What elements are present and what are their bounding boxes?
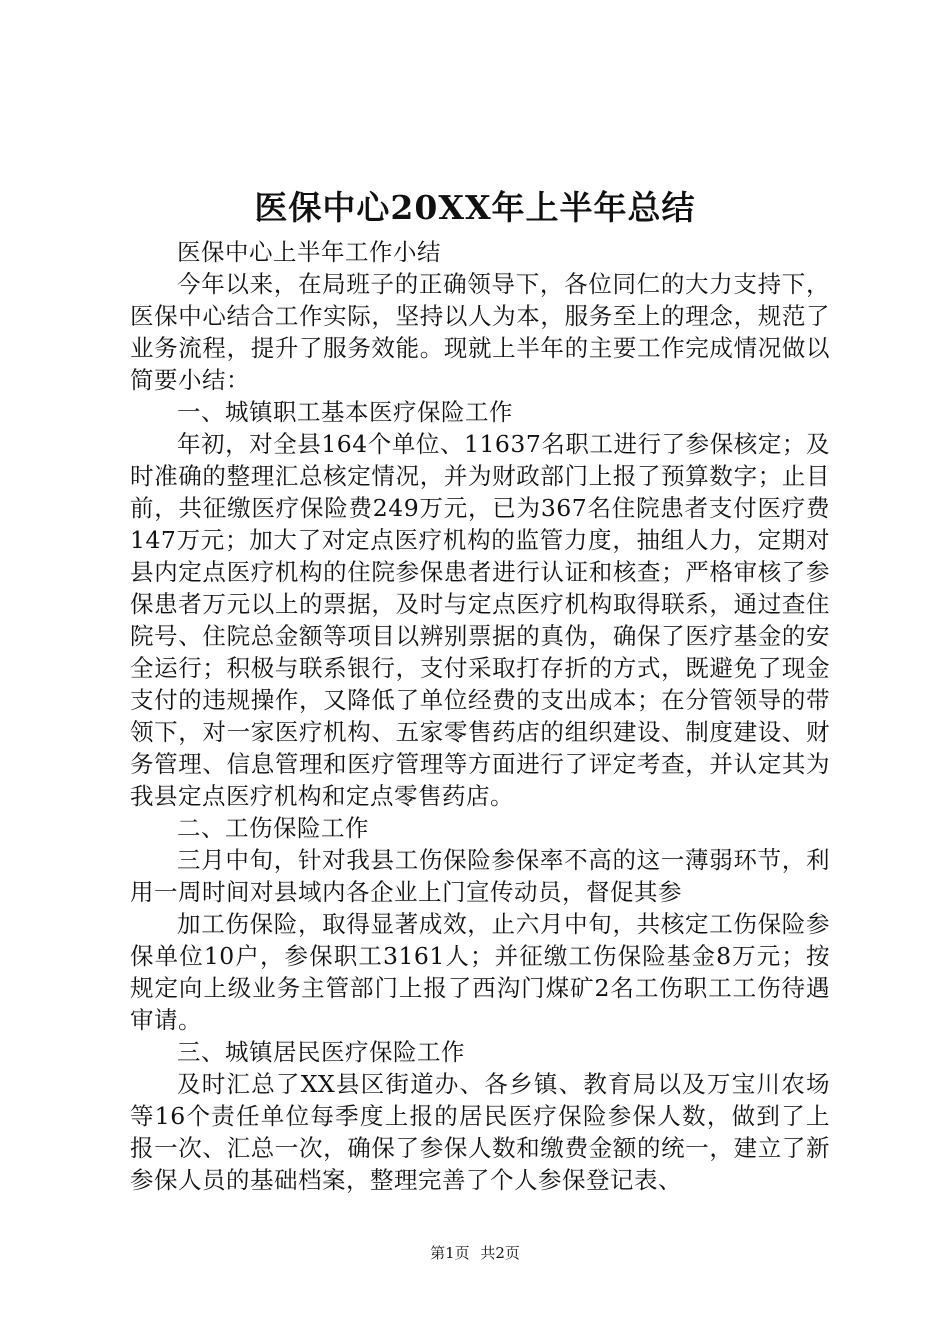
section-heading-3: 三、城镇居民医疗保险工作 xyxy=(177,1038,465,1066)
page-footer xyxy=(0,1243,950,1263)
section-paragraph-2a: 三月中旬，针对我县工伤保险参保率不高的这一薄弱环节，利用一周时间对县域内各企业上门宣传动员，督促其参 xyxy=(130,846,830,906)
intro-paragraph: 今年以来，在局班子的正确领导下，各位同仁的大力支持下，医保中心结合工作实际，坚持以人为本，服务至上的理念，规范了业务流程，提升了服务效能。现就上半年的主要工作完成情况做以简要小结： xyxy=(130,270,830,394)
section-heading-1: 一、城镇职工基本医疗保险工作 xyxy=(177,398,513,426)
page-number: 第1页 xyxy=(430,1244,470,1262)
section-paragraph-1: 年初，对全县164个单位、11637名职工进行了参保核定；及时准确的整理汇总核定情况，并为财政部门上报了预算数字；止目前，共征缴医疗保险费249万元，已为367名住院患者支付医疗费147万元；加大了对定点医疗机构的监管力度，抽组人力，定期对县内定点医疗机构的住院参保患者进行认证和核查；严格审核了参保患者万元以上的票据，及时与定点医疗机构取得联系，通过查住院号、住院总金额等项目以辨别票据的真伪，确保了医疗基金的安全运行；积极与联系银行，支付采取打存折的方式，既避免了现金支付的违规操作，又降低了单位经费的支出成本；在分管领导的带领下，对一家医疗机构、五家零售药店的组织建设、制度建设、财务管理、信息管理和医疗管理等方面进行了评定考查，并认定其为我县定点医疗机构和定点零售药店。 xyxy=(130,430,830,810)
section-paragraph-2b: 加工伤保险，取得显著成效，止六月中旬，共核定工伤保险参保单位10户，参保职工3161人；并征缴工伤保险基金8万元；按规定向上级业务主管部门上报了西沟门煤矿2名工伤职工工伤待遇审请。 xyxy=(130,910,830,1034)
subtitle: 医保中心上半年工作小结 xyxy=(177,238,441,266)
document-title: 医保中心20XX年上半年总结 xyxy=(254,188,696,227)
section-paragraph-3: 及时汇总了XX县区街道办、各乡镇、教育局以及万宝川农场等16个责任单位每季度上报的居民医疗保险参保人数，做到了上报一次、汇总一次，确保了参保人数和缴费金额的统一，建立了新参保人员的基础档案，整理完善了个人参保登记表、 xyxy=(130,1070,830,1194)
document-body xyxy=(130,236,830,1196)
section-heading-2: 二、工伤保险工作 xyxy=(177,814,369,842)
page-total: 共2页 xyxy=(480,1244,520,1262)
